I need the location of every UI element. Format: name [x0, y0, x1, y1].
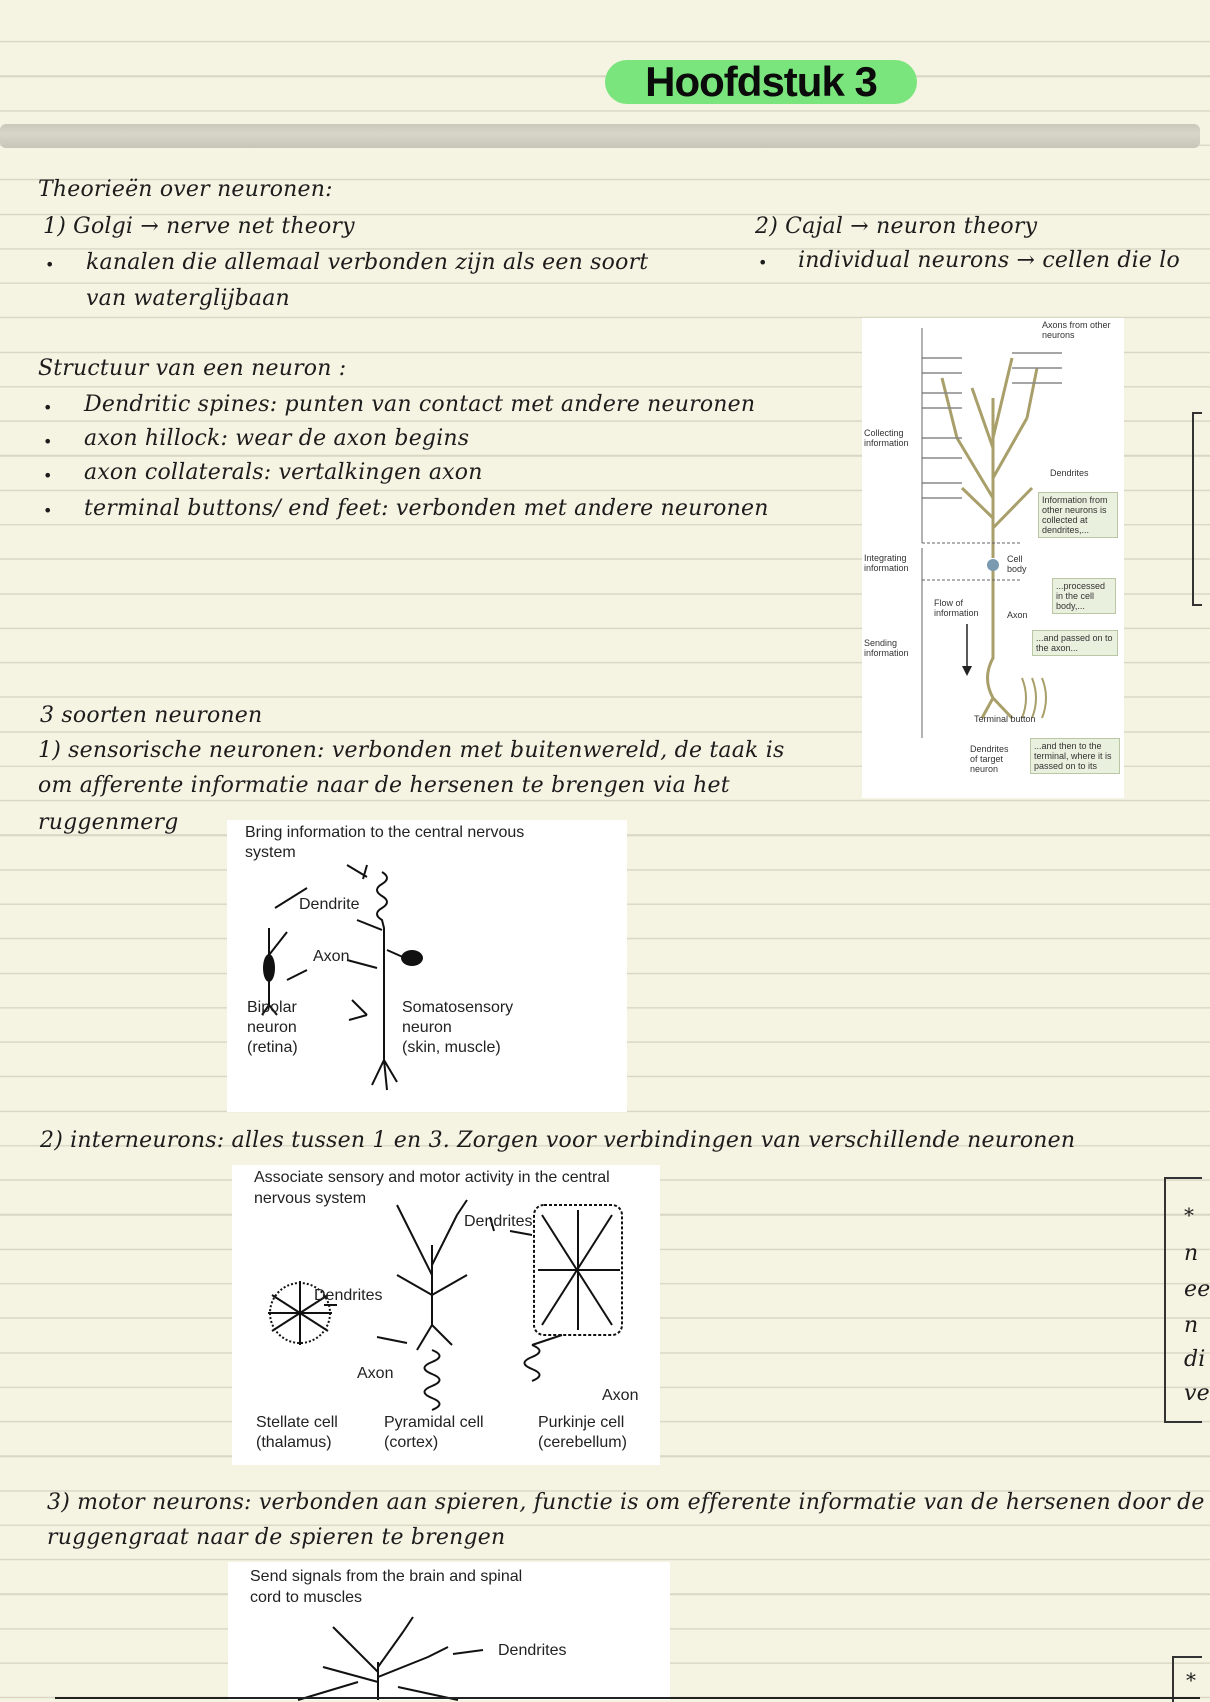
- bullet-icon: •: [45, 255, 55, 274]
- pyramidal-line: (cortex): [384, 1434, 439, 1451]
- stellate-label: [256, 1413, 338, 1453]
- dendrites-label: Dendrites: [1050, 468, 1089, 478]
- figure-caption: cord to muscles: [250, 1589, 363, 1606]
- bullet-icon: •: [43, 398, 53, 417]
- structure-heading: Structuur van een neuron :: [38, 356, 347, 381]
- somatosensory-label: [402, 998, 513, 1058]
- sending-label: Sending information: [864, 638, 909, 658]
- axon-label: Axon: [357, 1365, 394, 1382]
- theories-heading: Theorieën over neuronen:: [38, 177, 333, 202]
- structure-item: Dendritic spines: punten van contact met andere neuronen: [84, 392, 756, 417]
- motor-neuron-drawing: [228, 1562, 670, 1700]
- cajal-title: 2) Cajal → neuron theory: [755, 214, 1038, 239]
- side-note-fragment: di: [1184, 1347, 1206, 1372]
- inter-figure: [232, 1165, 660, 1465]
- structure-item: axon hillock: wear de axon begins: [84, 426, 470, 451]
- structure-item: terminal buttons/ end feet: verbonden met andere neuronen: [84, 496, 769, 521]
- dendrites-target-label: Dendrites of target neuron: [970, 744, 1009, 774]
- motor-text: 3) motor neurons: verbonden aan spieren, functie is om efferente informatie van de hersenen door de: [47, 1490, 1205, 1515]
- motor-text: ruggengraat naar de spieren te brengen: [47, 1525, 506, 1550]
- collecting-label: Collecting information: [864, 428, 909, 448]
- sensory-text: om afferente informatie naar de hersenen te brengen via het: [38, 773, 730, 798]
- sensory-text: 1) sensorische neuronen: verbonden met buitenwereld, de taak is: [38, 738, 785, 763]
- bipolar-line: neuron: [247, 1019, 297, 1036]
- side-note-box: [1172, 1656, 1202, 1702]
- axons-top-label: Axons from other neurons: [1042, 320, 1111, 340]
- pyramidal-label: [384, 1413, 484, 1453]
- motor-figure: [228, 1562, 670, 1700]
- bipolar-line: (retina): [247, 1039, 298, 1056]
- page-title: [605, 60, 917, 104]
- somato-line: Somatosensory: [402, 999, 514, 1016]
- side-note-fragment: ee: [1184, 1277, 1210, 1302]
- bottom-divider: [55, 1697, 1200, 1699]
- figure-caption: nervous system: [254, 1190, 367, 1207]
- info-box: ...and passed on to the axon...: [1032, 630, 1118, 656]
- divider-band: [0, 124, 1200, 148]
- side-note-star: *: [1186, 1668, 1197, 1692]
- figure-caption: Send signals from the brain and spinal: [250, 1568, 523, 1585]
- bipolar-label: [247, 998, 298, 1058]
- types-heading: 3 soorten neuronen: [40, 703, 263, 728]
- flow-label: Flow of information: [934, 598, 979, 618]
- cell-body-label: Cell body: [1007, 554, 1027, 574]
- bullet-icon: •: [43, 501, 53, 520]
- integrating-label: Integrating information: [864, 553, 909, 573]
- sensory-text: ruggenmerg: [38, 810, 179, 835]
- info-box: ...and then to the terminal, where it is passed on to its: [1030, 738, 1120, 774]
- neuron-structure-figure: [862, 318, 1124, 798]
- bullet-icon: •: [43, 466, 53, 485]
- terminal-label: Terminal button: [974, 714, 1036, 724]
- axon-label: Axon: [602, 1387, 639, 1404]
- dendrite-label: Dendrite: [299, 896, 360, 913]
- side-note-fragment: n: [1184, 1313, 1199, 1338]
- figure-caption: system: [245, 844, 296, 861]
- sensory-figure: [227, 820, 627, 1112]
- purkinje-line: (cerebellum): [538, 1434, 627, 1451]
- axon-label: Axon: [1007, 610, 1028, 620]
- bullet-icon: •: [43, 432, 53, 451]
- figure-caption: Bring information to the central nervous: [245, 824, 525, 841]
- page-title-text: Hoofdstuk 3: [645, 58, 877, 105]
- side-note-star: *: [1184, 1203, 1195, 1227]
- stellate-line: Stellate cell: [256, 1414, 338, 1431]
- stellate-line: (thalamus): [256, 1434, 332, 1451]
- inter-text: 2) interneurons: alles tussen 1 en 3. Zorgen voor verbindingen van verschillende neuronen: [40, 1128, 1076, 1153]
- info-box: Information from other neurons is collected at dendrites,...: [1038, 492, 1118, 538]
- golgi-title: 1) Golgi → nerve net theory: [43, 214, 355, 239]
- sensory-neurons-drawing: [227, 820, 627, 1112]
- golgi-bullet-line1: kanalen die allemaal verbonden zijn als een soort: [86, 250, 649, 275]
- dendrites-label: Dendrites: [498, 1642, 567, 1659]
- side-bracket: [1192, 412, 1202, 606]
- purkinje-line: Purkinje cell: [538, 1414, 625, 1431]
- dendrites-label: Dendrites: [314, 1287, 383, 1304]
- bullet-icon: •: [758, 253, 768, 272]
- cajal-bullet: individual neurons → cellen die lo: [798, 248, 1180, 273]
- dendrites-label: Dendrites: [464, 1213, 533, 1230]
- figure-caption: Associate sensory and motor activity in the central: [254, 1169, 610, 1186]
- somato-line: neuron: [402, 1019, 452, 1036]
- info-box: ...processed in the cell body,...: [1052, 578, 1116, 614]
- pyramidal-line: Pyramidal cell: [384, 1414, 484, 1431]
- side-note-fragment: ve: [1184, 1381, 1210, 1406]
- golgi-bullet-line2: van waterglijbaan: [86, 286, 290, 311]
- bipolar-line: Bipolar: [247, 999, 297, 1016]
- axon-label: Axon: [313, 948, 350, 965]
- structure-item: axon collaterals: vertalkingen axon: [84, 460, 483, 485]
- side-note-box: [1164, 1177, 1210, 1423]
- somato-line: (skin, muscle): [402, 1039, 501, 1056]
- side-note-fragment: n: [1184, 1241, 1199, 1266]
- purkinje-label: [538, 1413, 627, 1453]
